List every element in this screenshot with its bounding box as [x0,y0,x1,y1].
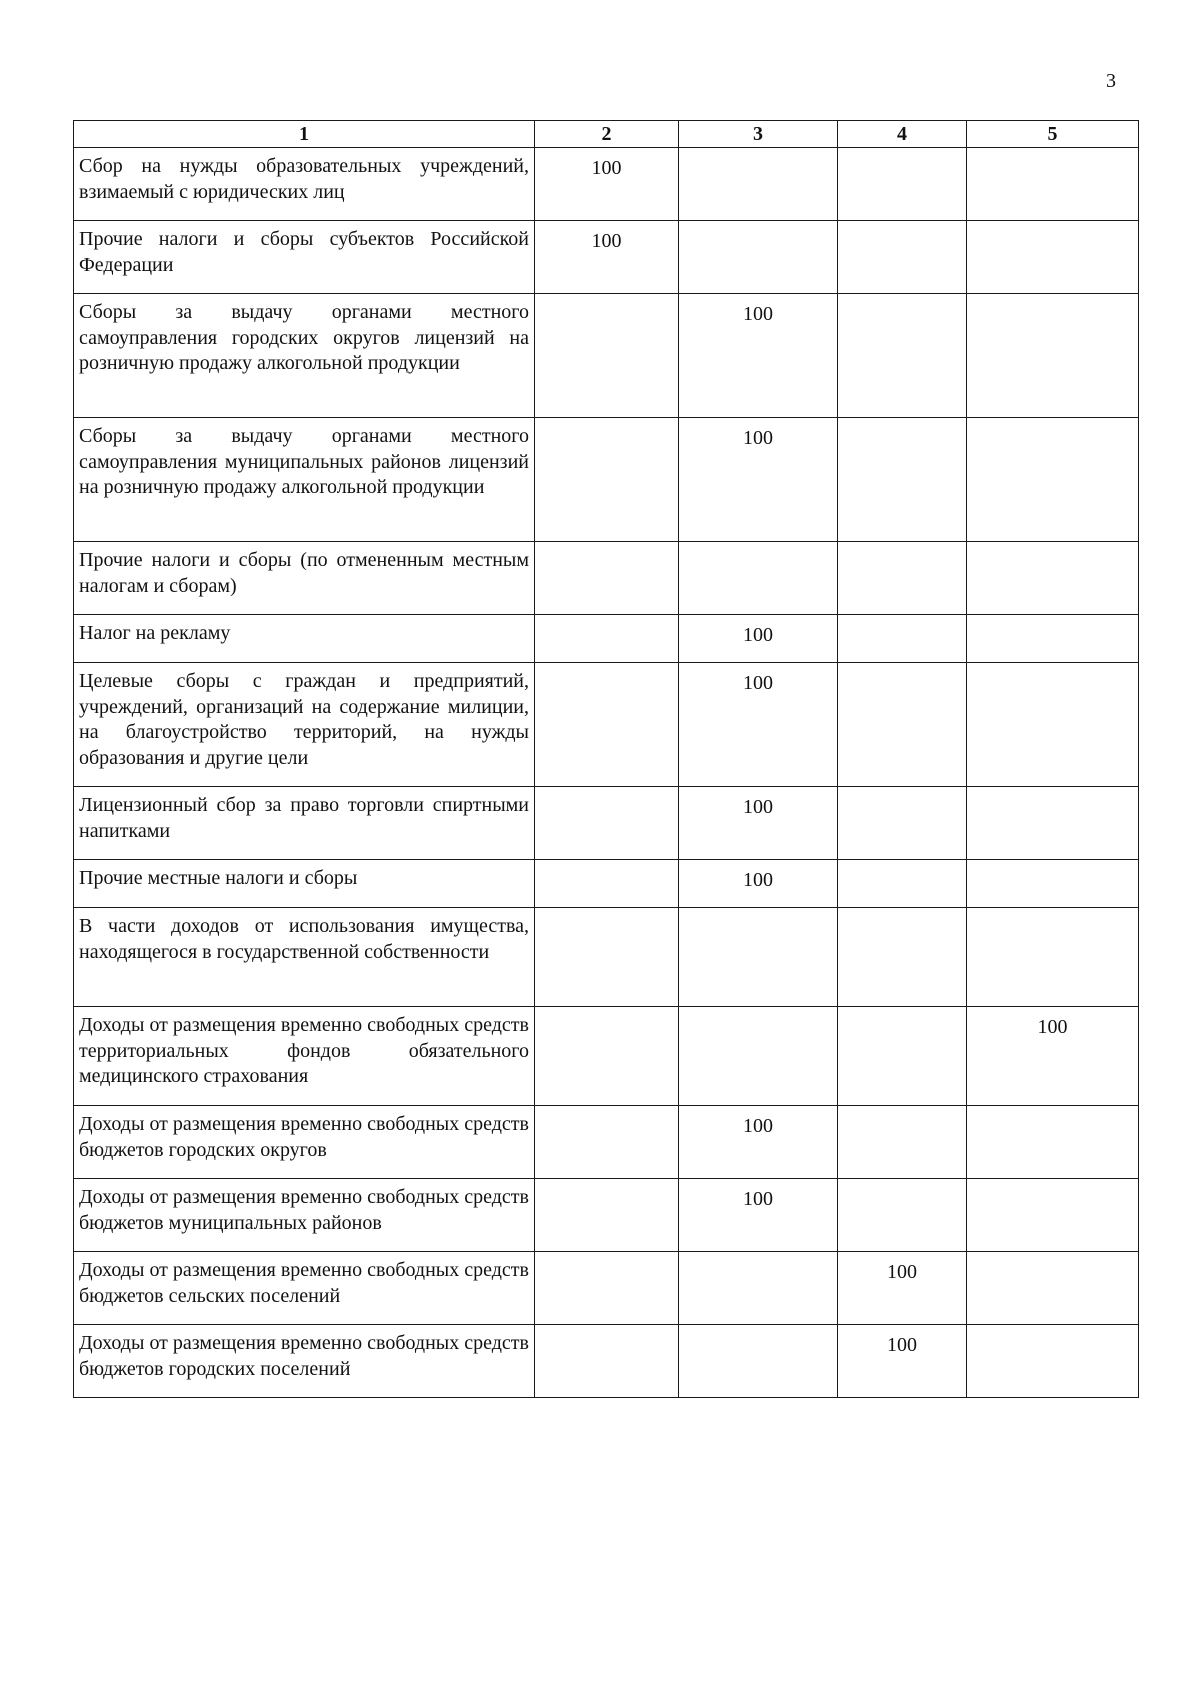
row-value-col-2: 100 [535,221,679,294]
row-value-col-3: 100 [679,860,838,908]
row-value-col-3: 100 [679,1106,838,1179]
row-value-col-2 [535,615,679,663]
row-value-col-2 [535,542,679,615]
table-row [74,615,1139,663]
row-value-col-5 [967,1325,1139,1398]
column-header-1: 1 [74,121,535,148]
column-header-3: 3 [679,121,838,148]
row-value-col-3 [679,542,838,615]
row-value-col-4 [838,294,967,418]
row-value-col-5 [967,148,1139,221]
row-value-col-3: 100 [679,294,838,418]
row-value-col-4: 100 [838,1325,967,1398]
table-header-row [74,121,1139,148]
row-value-col-4 [838,1007,967,1106]
row-label: Прочие налоги и сборы субъектов Российской Федерации [74,221,535,294]
row-value-col-3 [679,1252,838,1325]
row-value-col-3 [679,221,838,294]
table-row [74,418,1139,542]
table-row [74,908,1139,1007]
row-value-col-3: 100 [679,787,838,860]
row-value-col-5 [967,1106,1139,1179]
row-value-col-2 [535,1007,679,1106]
row-value-col-4 [838,908,967,1007]
row-label: Сбор на нужды образовательных учреждений, взимаемый с юридических лиц [74,148,535,221]
row-value-col-4 [838,1179,967,1252]
column-header-5: 5 [967,121,1139,148]
row-value-col-5: 100 [967,1007,1139,1106]
row-value-col-3: 100 [679,1179,838,1252]
row-value-col-5 [967,542,1139,615]
row-value-col-5 [967,663,1139,787]
row-value-col-2 [535,908,679,1007]
row-label: Доходы от размещения временно свободных средств территориальных фондов обязательного медицинского страхования [74,1007,535,1106]
row-value-col-5 [967,1252,1139,1325]
table-row [74,1007,1139,1106]
row-value-col-2 [535,418,679,542]
row-value-col-5 [967,860,1139,908]
row-value-col-3 [679,908,838,1007]
row-value-col-5 [967,787,1139,860]
row-value-col-4: 100 [838,1252,967,1325]
table-row [74,294,1139,418]
row-label: Сборы за выдачу органами местного самоуправления городских округов лицензий на розничную продажу алкогольной продукции [74,294,535,418]
row-value-col-4 [838,148,967,221]
row-label: Доходы от размещения временно свободных средств бюджетов городских округов [74,1106,535,1179]
row-value-col-4 [838,418,967,542]
row-value-col-2 [535,1252,679,1325]
row-label: Доходы от размещения временно свободных средств бюджетов сельских поселений [74,1252,535,1325]
row-value-col-3: 100 [679,418,838,542]
row-value-col-4 [838,615,967,663]
table-row [74,663,1139,787]
row-value-col-4 [838,860,967,908]
row-value-col-4 [838,221,967,294]
row-value-col-2: 100 [535,148,679,221]
row-value-col-3 [679,1325,838,1398]
row-value-col-3: 100 [679,663,838,787]
row-label: Целевые сборы с граждан и предприятий, учреждений, организаций на содержание милиции, на благоустройство территорий, на нужды образования и другие цели [74,663,535,787]
row-label: Сборы за выдачу органами местного самоуправления муниципальных районов лицензий на розничную продажу алкогольной продукции [74,418,535,542]
row-label: В части доходов от использования имущества, находящегося в государственной собственности [74,908,535,1007]
table-row [74,221,1139,294]
row-value-col-2 [535,1325,679,1398]
row-value-col-4 [838,1106,967,1179]
table-row [74,1179,1139,1252]
table-row [74,1325,1139,1398]
row-value-col-4 [838,542,967,615]
row-value-col-2 [535,663,679,787]
column-header-2: 2 [535,121,679,148]
row-label: Доходы от размещения временно свободных средств бюджетов городских поселений [74,1325,535,1398]
row-value-col-5 [967,221,1139,294]
row-value-col-5 [967,1179,1139,1252]
table-row [74,542,1139,615]
row-label: Налог на рекламу [74,615,535,663]
row-value-col-2 [535,787,679,860]
row-value-col-5 [967,908,1139,1007]
page-number: 3 [1106,70,1116,92]
row-label: Лицензионный сбор за право торговли спиртными напитками [74,787,535,860]
row-label: Доходы от размещения временно свободных средств бюджетов муниципальных районов [74,1179,535,1252]
row-value-col-2 [535,1106,679,1179]
row-value-col-5 [967,615,1139,663]
row-value-col-3 [679,148,838,221]
row-label: Прочие налоги и сборы (по отмененным местным налогам и сборам) [74,542,535,615]
column-header-4: 4 [838,121,967,148]
row-value-col-2 [535,294,679,418]
table-row [74,787,1139,860]
row-value-col-4 [838,787,967,860]
row-value-col-3: 100 [679,615,838,663]
table-row [74,1106,1139,1179]
row-value-col-2 [535,1179,679,1252]
row-value-col-3 [679,1007,838,1106]
row-value-col-2 [535,860,679,908]
table-row [74,860,1139,908]
row-label: Прочие местные налоги и сборы [74,860,535,908]
table-row [74,1252,1139,1325]
table-row [74,148,1139,221]
row-value-col-5 [967,294,1139,418]
row-value-col-5 [967,418,1139,542]
row-value-col-4 [838,663,967,787]
revenue-distribution-table [73,120,1139,1398]
